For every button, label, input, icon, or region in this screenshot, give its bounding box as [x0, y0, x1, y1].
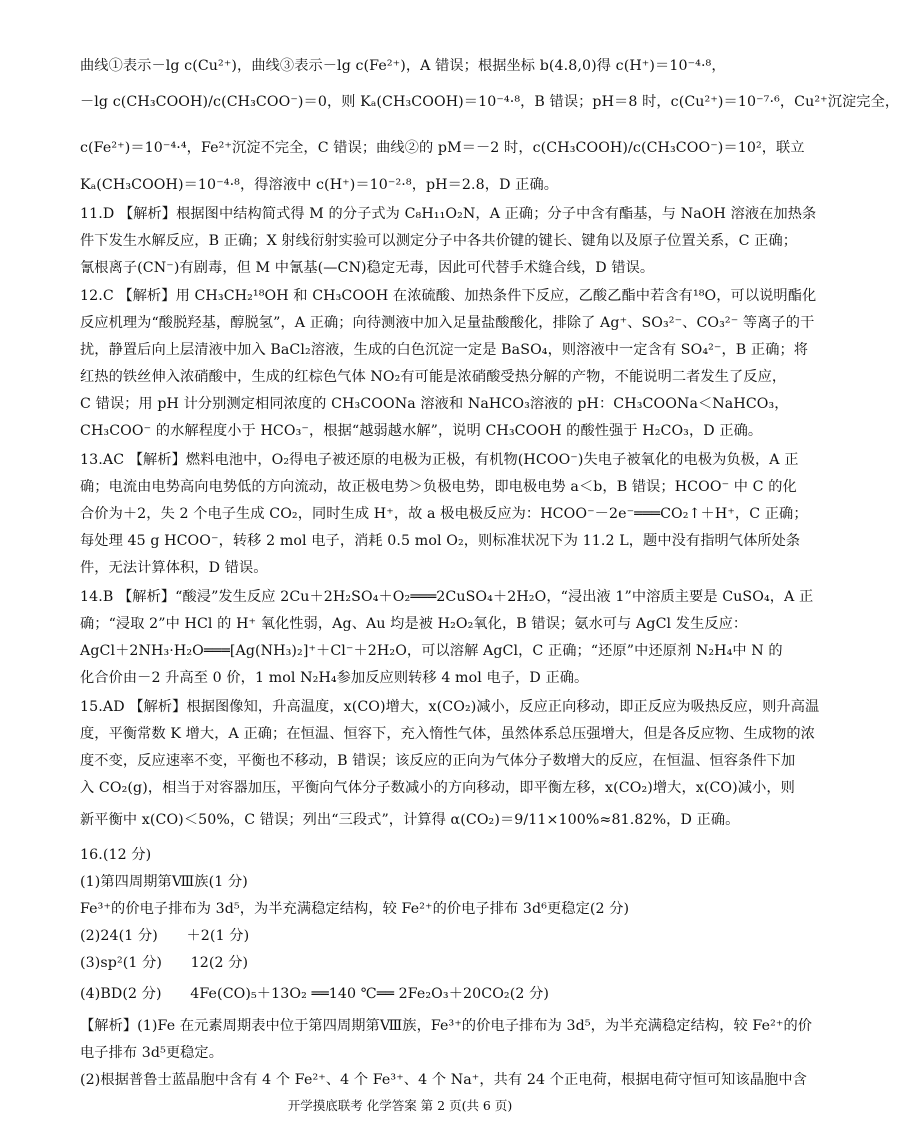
text-line: 反应机理为“酸脱羟基，醇脱氢”，A 正确；向待测液中加入足量盐酸酸化，排除了 Ag⁺、SO₃²⁻、CO₃²⁻ 等离子的干 — [80, 315, 815, 331]
text-line: 度，平衡常数 K 增大，A 正确；在恒温、恒容下，充入惰性气体，虽然体系总压强增大，但是各反应物、生成物的浓 — [80, 726, 815, 742]
text-line: 电子排布 3d⁵更稳定。 — [80, 1045, 224, 1061]
text-line: 曲线①表示－lg c(Cu²⁺)，曲线③表示－lg c(Fe²⁺)，A 错误；根据坐标 b(4.8,0)得 c(H⁺)＝10⁻⁴·⁸， — [80, 58, 726, 74]
answer-13: 13.AC 【解析】燃料电池中，O₂得电子被还原的电极为正极，有机物(HCOO⁻)失电子被氧化的电极为负极，A 正 — [80, 452, 799, 468]
answer-16-3: (3)sp²(1 分) 12(2 分) — [80, 955, 249, 971]
text-line: －lg c(CH₃COOH)/c(CH₃COO⁻)＝0，则 Kₐ(CH₃COOH)＝10⁻⁴·⁸，B 错误；pH＝8 时，c(Cu²⁺)＝10⁻⁷·⁶，Cu²⁺沉淀完全， — [80, 94, 899, 110]
text-line: 扰，静置后向上层清液中加入 BaCl₂溶液，生成的白色沉淀一定是 BaSO₄，则溶液中一定含有 SO₄²⁻，B 正确；将 — [80, 342, 809, 358]
answer-16-2: (2)24(1 分) ＋2(1 分) — [80, 928, 250, 944]
text-line: c(Fe²⁺)＝10⁻⁴·⁴，Fe²⁺沉淀不完全，C 错误；曲线②的 pM＝－2 时，c(CH₃COOH)/c(CH₃COO⁻)＝10²，联立 — [80, 140, 805, 156]
text-line: 合价为＋2，失 2 个电子生成 CO₂，同时生成 H⁺，故 a 极电极反应为：HCOO⁻－2e⁻═══CO₂↑＋H⁺，C 正确； — [80, 506, 808, 522]
question-16-heading: 16.(12 分) — [80, 847, 152, 863]
text-line: (2)根据普鲁士蓝晶胞中含有 4 个 Fe²⁺、4 个 Fe³⁺、4 个 Na⁺，共有 24 个正电荷，根据电荷守恒可知该晶胞中含 — [80, 1072, 807, 1088]
answer-15: 15.AD 【解析】根据图像知，升高温度，x(CO)增大，x(CO₂)减小，反应正向移动，即正反应为吸热反应，则升高温 — [80, 699, 820, 715]
text-line: 化合价由－2 升高至 0 价，1 mol N₂H₄参加反应则转移 4 mol 电子，D 正确。 — [80, 670, 589, 686]
text-line: 确；“浸取 2”中 HCl 的 H⁺ 氧化性弱，Ag、Au 均是被 H₂O₂氧化，B 错误；氨水可与 AgCl 发生反应： — [80, 616, 748, 632]
text-line: Fe³⁺的价电子排布为 3d⁵，为半充满稳定结构，较 Fe²⁺的价电子排布 3d⁶更稳定(2 分) — [80, 901, 630, 917]
text-line: CH₃COO⁻ 的水解程度小于 HCO₃⁻，根据“越弱越水解”，说明 CH₃COOH 的酸性强于 H₂CO₃，D 正确。 — [80, 423, 763, 439]
text-line: 度不变，反应速率不变，平衡也不移动，B 错误；该反应的正向为气体分子数增大的反应，在恒温、恒容条件下加 — [80, 753, 796, 769]
text-line: 确；电流由电势高向电势低的方向流动，故正极电势＞负极电势，即电极电势 a＜b，B 错误；HCOO⁻ 中 C 的化 — [80, 479, 797, 495]
page-footer: 开学摸底联考 化学答案 第 2 页(共 6 页) — [287, 1098, 513, 1113]
text-line: 件下发生水解反应，B 正确；X 射线衍射实验可以测定分子中各共价键的键长、键角以及原子位置关系，C 正确； — [80, 233, 798, 249]
text-line: Kₐ(CH₃COOH)＝10⁻⁴·⁸，得溶液中 c(H⁺)＝10⁻²·⁸，pH＝2.8，D 正确。 — [80, 177, 559, 193]
text-line: 入 CO₂(g)，相当于对容器加压，平衡向气体分子数减小的方向移动，即平衡左移，x(CO₂)增大，x(CO)减小，则 — [80, 780, 795, 796]
text-line: 件，无法计算体积，D 错误。 — [80, 560, 268, 576]
analysis-16: 【解析】(1)Fe 在元素周期表中位于第四周期第Ⅷ族，Fe³⁺的价电子排布为 3d⁵，为半充满稳定结构，较 Fe²⁺的价 — [80, 1018, 813, 1034]
text-line: AgCl＋2NH₃·H₂O═══[Ag(NH₃)₂]⁺＋Cl⁻＋2H₂O，可以溶解 AgCl，C 正确；“还原”中还原剂 N₂H₄中 N 的 — [80, 643, 783, 659]
text-line: 新平衡中 x(CO)＜50%，C 错误；列出“三段式”，计算得 α(CO₂)＝9/11×100%≈81.82%，D 正确。 — [80, 812, 740, 828]
text-line: 氰根离子(CN⁻)有剧毒，但 M 中氰基(—CN)稳定无毒，因此可代替手术缝合线，D 错误。 — [80, 260, 655, 276]
answer-16-1: (1)第四周期第Ⅷ族(1 分) — [80, 874, 248, 890]
text-line: 每处理 45 g HCOO⁻，转移 2 mol 电子，消耗 0.5 mol O₂，则标准状况下为 11.2 L，题中没有指明气体所处条 — [80, 533, 801, 549]
answer-12: 12.C 【解析】用 CH₃CH₂¹⁸OH 和 CH₃COOH 在浓硫酸、加热条件下反应，乙酸乙酯中若含有¹⁸O，可以说明酯化 — [80, 288, 817, 304]
answer-11: 11.D 【解析】根据图中结构简式得 M 的分子式为 C₈H₁₁O₂N，A 正确；分子中含有酯基，与 NaOH 溶液在加热条 — [80, 206, 817, 222]
answer-16-4: (4)BD(2 分) 4Fe(CO)₅＋13O₂ ══140 ℃══ 2Fe₂O₃＋20CO₂(2 分) — [80, 986, 550, 1002]
answer-14: 14.B 【解析】“酸浸”发生反应 2Cu＋2H₂SO₄＋O₂═══2CuSO₄＋2H₂O，“浸出液 1”中溶质主要是 CuSO₄，A 正 — [80, 589, 814, 605]
text-line: 红热的铁丝伸入浓硝酸中，生成的红棕色气体 NO₂有可能是浓硝酸受热分解的产物，不能说明二者发生了反应， — [80, 369, 787, 385]
text-line: C 错误；用 pH 计分别测定相同浓度的 CH₃COONa 溶液和 NaHCO₃溶液的 pH：CH₃COONa＜NaHCO₃， — [80, 396, 789, 412]
